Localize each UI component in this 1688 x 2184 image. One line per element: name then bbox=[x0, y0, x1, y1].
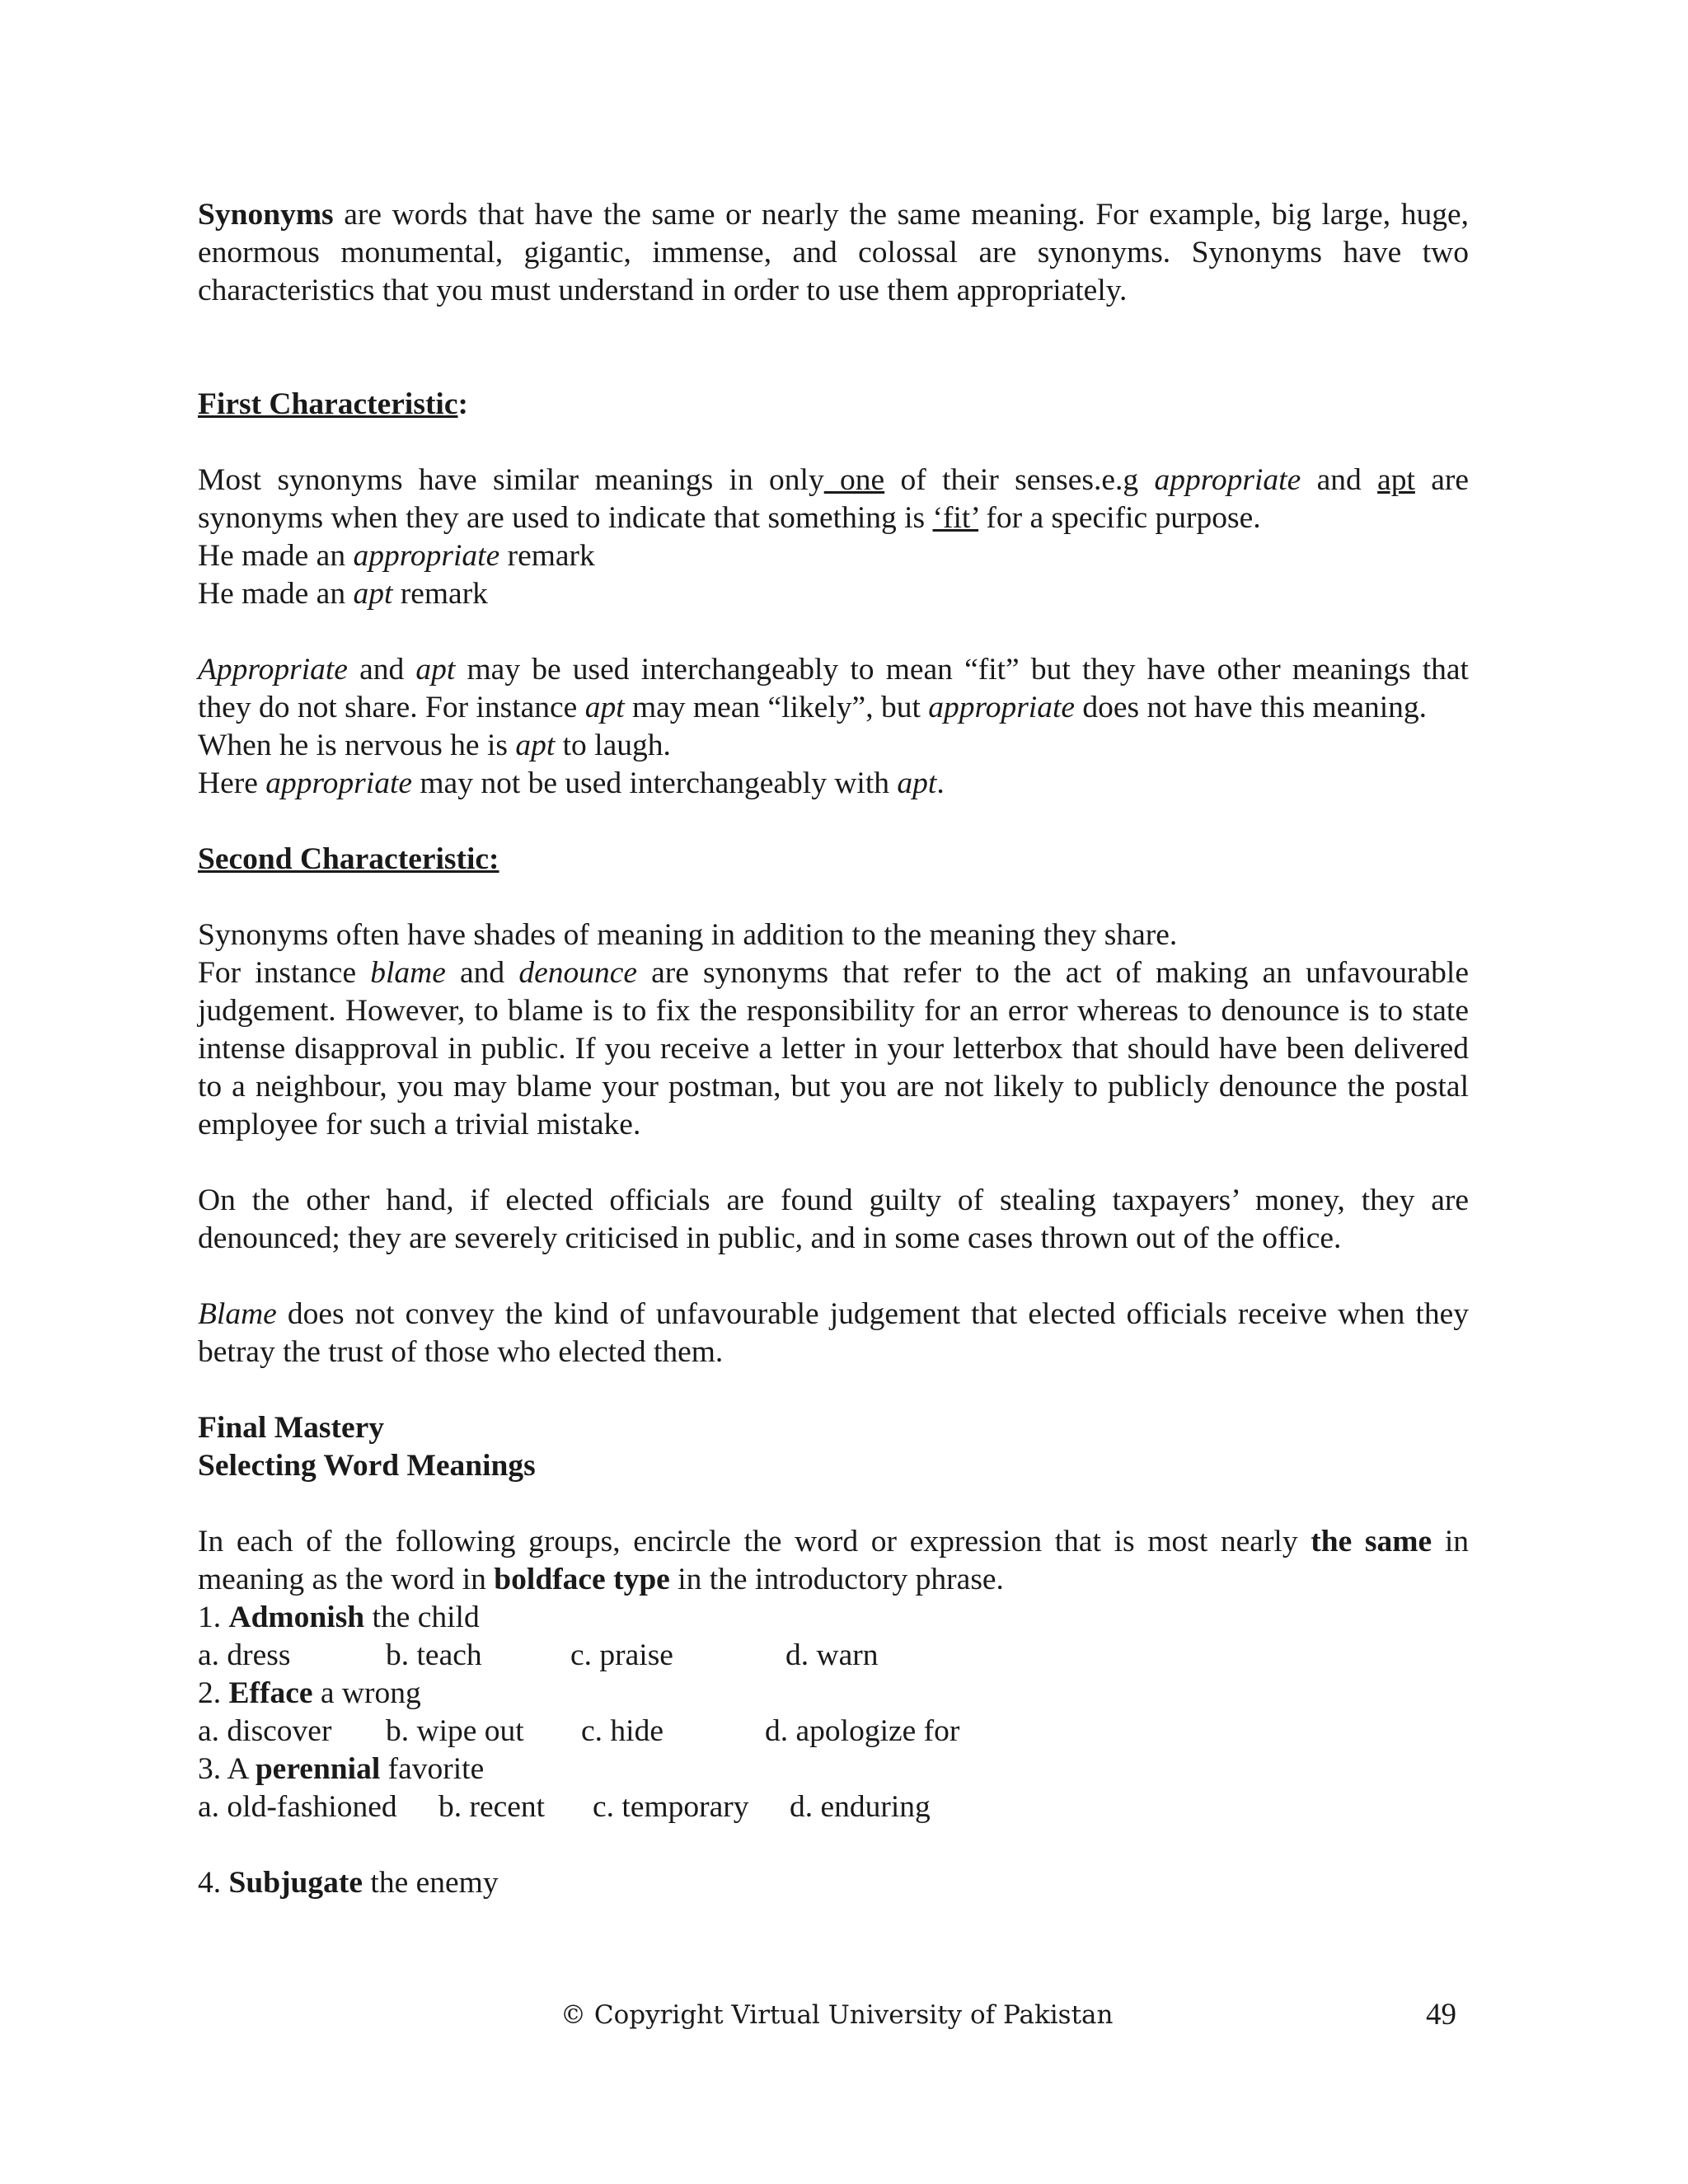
example-line: When he is nervous he is apt to laugh. bbox=[198, 729, 671, 762]
intro-paragraph: Synonyms are words that have the same or nearly the same meaning. For example, big large, huge, enormous monumental, gigantic, immense, and colossal are synonyms. Synonyms have two characteristics that you must understand in order to use them appropriately. bbox=[198, 198, 1469, 307]
selecting-word-meanings-title: Selecting Word Meanings bbox=[198, 1449, 536, 1483]
document-page bbox=[198, 196, 1469, 1902]
option-d[interactable]: d. warn bbox=[785, 1638, 879, 1672]
spacer bbox=[198, 1826, 1469, 1864]
blame-paragraph: Blame does not convey the kind of unfavourable judgement that elected officials receive when they betray the trust of those who elected them. bbox=[198, 1297, 1469, 1369]
blame-denounce-paragraph: For instance blame and denounce are synonyms that refer to the act of making an unfavourable judgement. However, to blame is to fix the responsibility for an error whereas to denounce is to state intense disapproval in public. If you receive a letter in your letterbox that should have been delivered to a neighbour, you may blame your postman, but you are not likely to publicly denounce the postal employee for such a trivial mistake. bbox=[198, 956, 1469, 1141]
spacer bbox=[198, 613, 1469, 651]
question-2: 2. Efface a wrong bbox=[198, 1676, 421, 1710]
question-1-options bbox=[198, 1637, 1469, 1675]
spacer bbox=[198, 310, 1469, 386]
example-line: He made an apt remark bbox=[198, 577, 488, 611]
spacer bbox=[198, 1144, 1469, 1182]
option-a[interactable]: a. discover bbox=[198, 1714, 332, 1748]
interchangeable-paragraph: Appropriate and apt may be used interchangeably to mean “fit” but they have other meanings that they do not share. For instance apt may mean “likely”, but appropriate does not have this meaning. bbox=[198, 653, 1469, 724]
question-1: 1. Admonish the child bbox=[198, 1601, 480, 1634]
option-c[interactable]: c. temporary bbox=[593, 1790, 749, 1824]
question-2-options bbox=[198, 1713, 1469, 1750]
first-characteristic-heading: First Characteristic: bbox=[198, 387, 468, 421]
question-4: 4. Subjugate the enemy bbox=[198, 1866, 499, 1900]
spacer bbox=[198, 803, 1469, 841]
shades-line: Synonyms often have shades of meaning in addition to the meaning they share. bbox=[198, 918, 1178, 952]
spacer bbox=[198, 1371, 1469, 1409]
page-number: 49 bbox=[1426, 1998, 1456, 2032]
option-b[interactable]: b. wipe out bbox=[386, 1714, 524, 1748]
option-c[interactable]: c. praise bbox=[570, 1638, 673, 1672]
term-synonyms: Synonyms bbox=[198, 198, 334, 232]
spacer bbox=[198, 1485, 1469, 1523]
option-b[interactable]: b. teach bbox=[386, 1638, 482, 1672]
spacer bbox=[198, 1258, 1469, 1296]
option-c[interactable]: c. hide bbox=[581, 1714, 663, 1748]
spacer bbox=[198, 879, 1469, 916]
question-3: 3. A perennial favorite bbox=[198, 1752, 485, 1786]
page-footer bbox=[0, 1996, 1688, 2034]
spacer bbox=[198, 424, 1469, 462]
second-characteristic-heading: Second Characteristic: bbox=[198, 842, 499, 876]
officials-paragraph: On the other hand, if elected officials are found guilty of stealing taxpayers’ money, they are denounced; they are severely criticised in public, and in some cases thrown out of the office. bbox=[198, 1183, 1469, 1255]
instructions-paragraph: In each of the following groups, encircle the word or expression that is most nearly the same in meaning as the word in boldface type in the introductory phrase. bbox=[198, 1525, 1470, 1596]
option-a[interactable]: a. old-fashioned bbox=[198, 1790, 397, 1824]
option-a[interactable]: a. dress bbox=[198, 1638, 291, 1672]
question-3-options bbox=[198, 1788, 1469, 1826]
option-d[interactable]: d. enduring bbox=[790, 1790, 931, 1824]
option-d[interactable]: d. apologize for bbox=[765, 1714, 960, 1748]
example-line: Here appropriate may not be used interchangeably with apt. bbox=[198, 766, 945, 800]
final-mastery-title: Final Mastery bbox=[198, 1411, 384, 1445]
example-line: He made an appropriate remark bbox=[198, 539, 595, 573]
first-paragraph: Most synonyms have similar meanings in only one of their senses.e.g appropriate and apt are synonyms when they are used to indicate that something is ‘fit’ for a specific purpose. bbox=[198, 463, 1469, 535]
copyright-notice: © Copyright Virtual University of Pakistan bbox=[560, 2000, 1114, 2030]
option-b[interactable]: b. recent bbox=[438, 1790, 546, 1824]
